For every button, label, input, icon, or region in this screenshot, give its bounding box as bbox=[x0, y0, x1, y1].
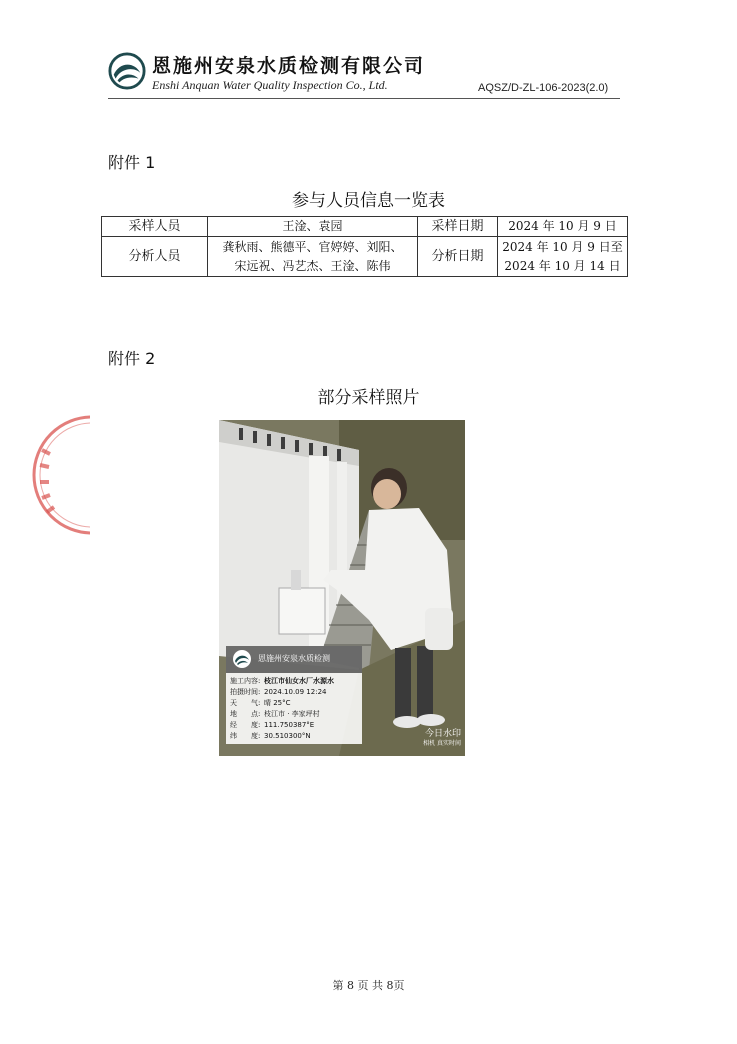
header-divider bbox=[108, 98, 620, 99]
watermark-key: 拍摄时间: bbox=[230, 688, 261, 696]
watermark-value: 2024.10.09 12:24 bbox=[264, 688, 327, 696]
attachment-1-title: 参与人员信息一览表 bbox=[292, 191, 445, 211]
watermark-value: 晴 25°C bbox=[264, 699, 291, 707]
watermark-brand-sub: 相机 真实时间 bbox=[423, 740, 461, 747]
company-logo-icon bbox=[232, 649, 252, 669]
sampling-photo bbox=[219, 420, 465, 756]
watermark-value: 枝江市 · 李家坪村 bbox=[264, 710, 320, 718]
watermark-key: 纬 度: bbox=[230, 732, 261, 740]
watermark-row bbox=[230, 699, 291, 708]
personnel-info-table bbox=[101, 216, 628, 277]
watermark-key: 地 点: bbox=[230, 710, 261, 718]
sampling-date-value: 2024 年 10 月 9 日 bbox=[498, 217, 628, 237]
analysis-personnel-label: 分析人员 bbox=[102, 237, 208, 277]
company-name-cn: 恩施州安泉水质检测有限公司 bbox=[152, 55, 426, 77]
table-row bbox=[102, 237, 628, 277]
attachment-1-label: 附件 1 bbox=[108, 153, 156, 172]
official-seal-stamp bbox=[20, 410, 90, 540]
watermark-value: 枝江市仙女水厂水源水 bbox=[264, 677, 334, 685]
sampling-date-label: 采样日期 bbox=[418, 217, 498, 237]
watermark-row bbox=[230, 710, 320, 719]
watermark-header bbox=[226, 646, 362, 673]
watermark-row bbox=[230, 732, 311, 741]
document-code: AQSZ/D-ZL-106-2023(2.0) bbox=[478, 82, 609, 94]
analysis-date-label: 分析日期 bbox=[418, 237, 498, 277]
sampling-personnel-value: 王淦、袁园 bbox=[208, 217, 418, 237]
watermark-brand: 今日水印 bbox=[424, 729, 461, 739]
analysis-personnel-value bbox=[208, 237, 418, 277]
photo-watermark-panel bbox=[226, 646, 362, 744]
attachment-2-title: 部分采样照片 bbox=[317, 388, 420, 408]
analysis-date-line: 2024 年 10 月 14 日 bbox=[504, 258, 621, 273]
watermark-row bbox=[230, 688, 326, 697]
watermark-row bbox=[230, 721, 314, 730]
analysis-date-line: 2024 年 10 月 9 日至 bbox=[502, 239, 623, 254]
table-row bbox=[102, 217, 628, 237]
analysis-personnel-line: 龚秋雨、熊德平、官婷婷、刘阳、 bbox=[222, 239, 403, 254]
analysis-date-value bbox=[498, 237, 628, 277]
page-number: 第 8 页 共 8页 bbox=[332, 979, 405, 992]
analysis-personnel-line: 宋远祝、冯艺杰、王淦、陈伟 bbox=[234, 258, 391, 273]
company-name-en: Enshi Anquan Water Quality Inspection Co., Ltd. bbox=[152, 78, 388, 92]
company-logo-icon bbox=[108, 52, 146, 90]
watermark-key: 施工内容: bbox=[230, 677, 261, 685]
watermark-value: 30.510300°N bbox=[264, 732, 311, 740]
watermark-row bbox=[230, 677, 334, 686]
watermark-key: 经 度: bbox=[230, 721, 261, 729]
watermark-title: 恩施州安泉水质检测 bbox=[258, 654, 330, 663]
watermark-key: 天 气: bbox=[230, 699, 261, 707]
sampling-personnel-label: 采样人员 bbox=[102, 217, 208, 237]
watermark-value: 111.750387°E bbox=[264, 721, 315, 729]
attachment-2-label: 附件 2 bbox=[108, 349, 156, 368]
